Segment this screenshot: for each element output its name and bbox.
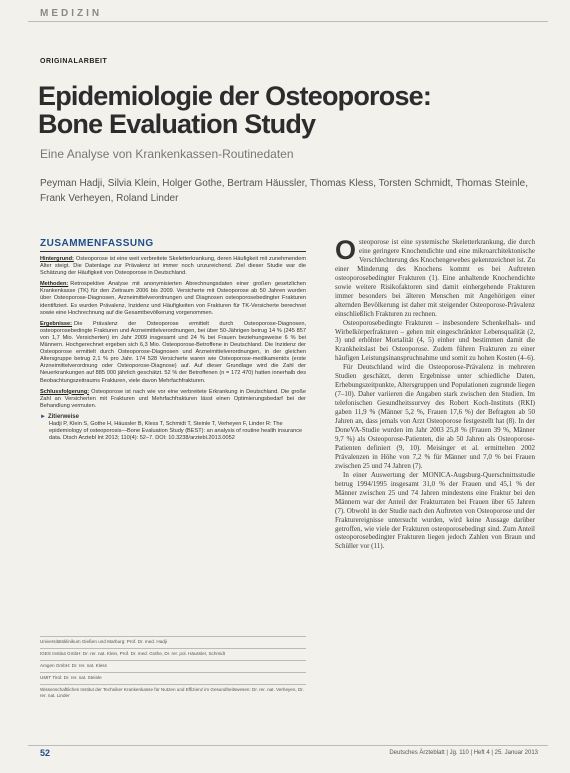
journal-reference: Deutsches Ärzteblatt | Jg. 110 | Heft 4 | 25. Januar 2013	[389, 750, 538, 756]
summary-column	[40, 238, 306, 443]
body-paragraph: In einer Auswertung der MONICA-Augsburg-Querschnittsstudie betrug 1994/1995 insgesamt 31,0 % der Frauen und 45,1 % der Männer zwischen 25 und 74 Jahren mindestens eine Fraktur bei den Männern war der Anteil der Frakturraten bei Frauen über 65 Jahren (7). Obwohl in der Studie nach den Auftreten von Osteoporose und der Frakturereignisse untersucht wurden, wird keine Aussage darüber getroffen, wie viele der Frakturen osteoporosebedingt sind. Zum Anteil osteoporosebedingter Frakturen liegen jedoch Zahlen von Braun und Schüller vor (11).	[335, 470, 535, 551]
citation-text: Hadji P, Klein S, Gothe H, Häussler B, Kless T, Schmidt T, Steinle T, Verheyen F, Linder R: The epidemiology of osteoporosis—Bone Evaluation Study (BEST): an analysis of routine health insurance data. Dtsch Arztebl Int 2013; 110(4): 52–7. DOI: 10.3238/arztebl.2013.0052	[49, 421, 303, 442]
citation-heading: Zitierweise	[47, 413, 79, 420]
page-number: 52	[40, 748, 51, 758]
affiliations	[40, 636, 306, 702]
affiliation-item: UMIT Tirol: Dr. rer. nat. Steinle	[40, 672, 306, 684]
article-type: ORIGINALARBEIT	[40, 58, 108, 65]
summary-conclusion	[40, 389, 306, 410]
body-paragraph: Osteoporosebedingte Frakturen – insbesondere Schenkelhals- und Wirbelkörperfrakturen – gehen mit eingeschränkter Lebensqualität (2, 3) und erhöhter Mortalität (4, 5) einher und bestimmen damit die Krankheitslast bei Osteoporose. Zudem führen Frakturen zu einer häufigen Leistungsinanspruchnahme und somit zu hohen Kosten (4–6).	[335, 318, 535, 363]
title-line-2: Bone Evaluation Study	[38, 109, 316, 139]
footer-rule	[28, 745, 548, 746]
play-arrow-icon: ►	[40, 413, 46, 420]
affiliation-item: Amgen GmbH: Dr. rer. nat. Kless	[40, 660, 306, 672]
summary-methods	[40, 281, 306, 316]
summary-background	[40, 256, 306, 277]
article-subtitle: Eine Analyse von Krankenkassen-Routinedaten	[40, 147, 294, 161]
citation-block	[40, 414, 306, 443]
body-paragraph: Für Deutschland wird die Osteoporose-Prävalenz in mehreren Studien geschätzt, deren Ergebnisse unter schiedliche Daten, Erhebungszeitpunkte, Altersgruppen und Populationen zugrunde liegen (7–10). Daher variieren die Angaben stark zwischen den Studien. Im telefonischen Gesundheitssurvey des Robert Koch-Instituts (RKI) gaben 11,9 % (Männer 5,2 %, Frauen 17,6 %) der Befragten ab 50 Jahren an, dass jemals von Arzt Osteoporose festgestellt hat (8). In der DoneVA-Studie wurden im Jahr 2003 25,8 % (Frauen 39 %, Männer 9,7 %) als Osteoporose-Patienten, die ab 50 Jahren als Osteoporose-Patienten definiert (9, 10). Meisinger et al. ermittelten 2002 Prävalenzen in Höhe von 7,2 % für Männer und 7,0 % bei Frauen zwischen 25 und 74 Jahren (7).	[335, 363, 535, 470]
summary-results	[40, 321, 306, 385]
summary-text: Osteoporose ist nach wie vor eine verbreitete Erkrankung in Deutschland. Die große Zahl an Versicherten mit Frakturen und Mehrfachfrakturen lässt einen Optimierungsbedarf bei der Behandlung vermuten.	[40, 388, 306, 409]
affiliation-item: Universitätsklinikum Gießen und Marburg: Prof. Dr. med. Hadji	[40, 636, 306, 648]
summary-heading: ZUSAMMENFASSUNG	[40, 238, 306, 252]
affiliation-item: Wissenschaftliches Institut der Techniker Krankenkasse für Nutzen und Effizienz im Gesundheitswesen: Dr. rer. nat. Verheyen, Dr. rer. nat. Linder	[40, 684, 306, 702]
section-tag: MEDIZIN	[40, 8, 103, 19]
title-line-1: Epidemiologie der Osteoporose:	[38, 81, 432, 111]
article-title	[38, 82, 518, 138]
body-paragraph	[335, 235, 535, 319]
summary-label: Schlussfolgerung:	[40, 388, 90, 395]
body-text: steoporose ist eine systemische Skeletterkrankung, die durch eine geringere Knochendichte und eine mikroarchitektonische Verschlechterung des Knochengewebes gekennzeichnet ist. Zu einer Minderung des Knochens kommt es bei Auftreten osteoporosebedingter Frakturen (1). Eine anhaltende Knochendichte sowie weitere Risikofaktoren sind damit einhergehende Frakturen immer besonders bei älteren Menschen mit Angehörigen einer alternden Bevölkerung ist daher mit steigender Osteoporose-Prävalenz einschließlich Frakturen zu rechnen.	[335, 238, 535, 318]
summary-label: Hintergrund:	[40, 256, 74, 262]
author-list: Peyman Hadji, Silvia Klein, Holger Gothe, Bertram Häussler, Thomas Kless, Torsten Schmidt, Thomas Steinle, Frank Verheyen, Roland Linder	[40, 178, 528, 204]
summary-text: Osteoporose ist eine weit verbreitete Skeletterkrankung, deren Häufigkeit mit zunehmendem Alter steigt. Die Datenlage zur Prävalenz ist immer noch unzureichend. Ziel dieser Studie war die Schätzung der Häufigkeit von Osteoporose in Deutschland.	[40, 256, 306, 277]
affiliation-item: IGES Institut GmbH: Dr. rer. nat. Klein, Prof. Dr. med. Gothe, Dr. rer. pol. Häussler, Schmidt	[40, 648, 306, 660]
drop-cap: O	[335, 235, 357, 265]
header-band	[28, 8, 548, 22]
summary-label: Methoden:	[40, 281, 69, 288]
summary-label: Ergebnisse:	[40, 320, 73, 327]
body-column	[335, 235, 535, 551]
summary-text: Die Prävalenz der Osteoporose ermittelt durch Osteoporose-Diagnosen, osteoporosebedingte Frakturen und Arzneimittelverordnungen, bei über 50-Jährigen betrug 14 % (245 857 von 1,7 Mio. Versicherten) im Jahr 2009 insgesamt und 24 % bei Frauen beziehungsweise 6 % bei Männern. Hochgerechnet ergeben sich 6,3 Mio. Osteoporose-Betroffene in Deutschland. Die Inzidenz der Osteoporose ermittelt durch Osteoporose-Diagnosen und Arzneimittelverordnungen, in der gleichen Altersgruppe betrug 2,1 % pro Jahr. 174 528 Versicherte waren wie Osteoporose-medikamentös (erste Arzneimittelverordnung oder Osteoporose-Diagnose) auf. Auf dieser Grundlage wird die Zahl der Neuerkrankungen auf 885 000 jährlich geschätzt. 52 % der Betroffenen (n = 172 470) hatten innerhalb des Beobachtungszeitraums Frakturen, viele davon Mehrfachfrakturen.	[40, 320, 306, 384]
summary-text: Retrospektive Analyse mit anonymisierten Abrechnungsdaten einer großen gesetzlichen Krankenkasse (TK) für den Zeitraum 2006 bis 2009. Versicherte mit Osteoporose ab 50 Jahren wurden über Osteoporose-Diagnosen, Arzneimittelverordnungen und Diagnosen osteoporosebedingter Frakturen identifiziert. Es wurden Prävalenz, Inzidenz und Häufigkeiten von Frakturen für TK-Versicherte berechnet sowie eine Hochrechnung auf die Gesamtbevölkerung vorgenommen.	[40, 281, 306, 316]
